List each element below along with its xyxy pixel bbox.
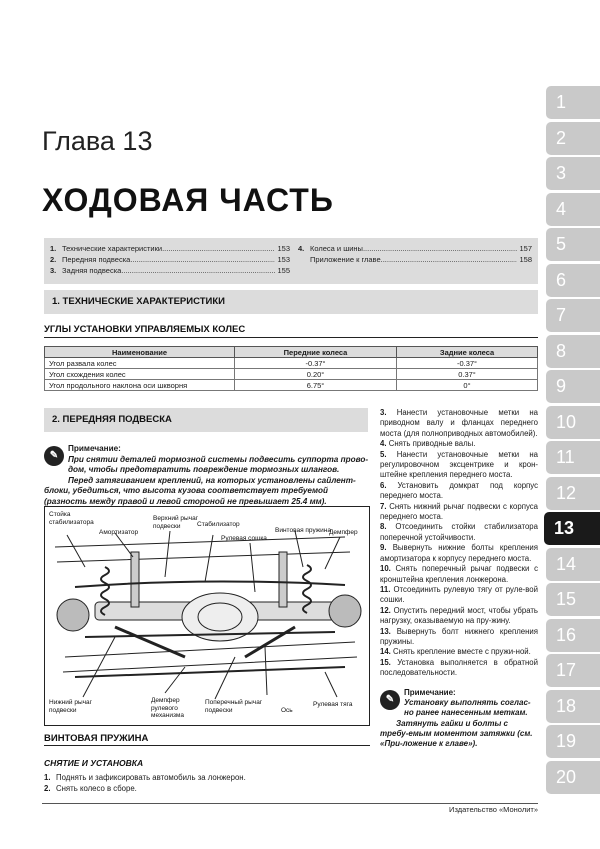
list-item: 4. Снять приводные валы. bbox=[380, 439, 476, 449]
list-item: 7. Снять нижний рычаг подвески с корпуса переднего моста. bbox=[380, 501, 538, 522]
chapter-tab-13[interactable]: 13 bbox=[544, 512, 600, 545]
list-item: 14. Снять крепление вместе с пружи-ной. bbox=[380, 647, 531, 657]
note-label: Примечание: bbox=[68, 444, 121, 453]
list-item: 10. Снять поперечный рычаг подвески с кронштейна крепления лонжерона. bbox=[380, 564, 538, 584]
note-text: Перед затягиванием креплений, на которых установлены сайлент-блоки, убедиться, что высота кузова соответствует требуемой (разность между правой и левой стороной не превышает 25.4 мм). bbox=[44, 475, 356, 506]
suspension-diagram bbox=[44, 506, 370, 726]
divider bbox=[44, 337, 538, 338]
label-lateral-arm: Поперечный рычаг подвески bbox=[205, 699, 263, 714]
table-row bbox=[45, 369, 538, 380]
section-heading-front-suspension: 2. ПЕРЕДНЯЯ ПОДВЕСКА bbox=[44, 408, 368, 432]
chapter-tab-9[interactable]: 9 bbox=[546, 370, 600, 403]
note-box bbox=[380, 688, 538, 749]
page-title: ХОДОВАЯ ЧАСТЬ bbox=[42, 182, 334, 218]
table-cell: 0° bbox=[397, 380, 538, 391]
footer-divider bbox=[42, 803, 538, 804]
chapter-tabs bbox=[544, 86, 600, 806]
toc-right bbox=[298, 243, 532, 265]
chapter-tab-16[interactable]: 16 bbox=[546, 619, 600, 652]
chapter-tab-10[interactable]: 10 bbox=[546, 406, 600, 439]
toc-item[interactable]: 1. Технические характеристики ..... 153 bbox=[50, 243, 290, 254]
list-item: 3. Нанести установочные метки на приводном валу и фланцах переднего моста (для полноприводных автомобилей). bbox=[380, 408, 538, 438]
chapter-tab-6[interactable]: 6 bbox=[546, 264, 600, 297]
label-axle: Ось bbox=[281, 707, 293, 714]
note-icon: ✎ bbox=[44, 446, 64, 466]
label-coil-spring: Винтовая пружина bbox=[275, 527, 331, 534]
toc-left bbox=[50, 243, 290, 276]
publisher-footer: Издательство «Монолит» bbox=[449, 805, 538, 814]
wheel-alignment-table bbox=[44, 346, 538, 391]
chapter-tab-11[interactable]: 11 bbox=[546, 441, 600, 474]
chapter-tab-5[interactable]: 5 bbox=[546, 228, 600, 261]
subheading-wheel-angles: УГЛЫ УСТАНОВКИ УПРАВЛЯЕМЫХ КОЛЕС bbox=[44, 324, 246, 335]
list-item: 6. Установить домкрат под корпус переднего моста. bbox=[380, 480, 538, 501]
table-cell: 0.37° bbox=[397, 369, 538, 380]
table-cell: Угол продольного наклона оси шкворня bbox=[45, 380, 235, 391]
toc-item[interactable]: 4. Колеса и шины ..... 157 bbox=[298, 243, 532, 254]
label-upper-arm: Верхний рычаг подвески bbox=[153, 515, 199, 530]
note-text: Установку выполнять соглас-но ранее нанесенным меткам. bbox=[404, 698, 531, 718]
chapter-number: Глава 13 bbox=[42, 126, 153, 156]
list-item: 13. Вывернуть болт нижнего крепления пружины. bbox=[380, 626, 538, 646]
divider bbox=[44, 745, 370, 746]
table-cell: 0.20° bbox=[235, 369, 397, 380]
list-item: 15. Установка выполняется в обратной последовательности. bbox=[380, 657, 538, 678]
list-item: 5. Нанести установочные метки на регулировочном эксцентрике и крон-штейне крепления переднего моста. bbox=[380, 449, 538, 480]
label-stabilizer-rack: Стойка стабилизатора bbox=[49, 511, 94, 526]
label-steering-damper: Демпфер рулевого механизма bbox=[151, 697, 185, 719]
column-header: Наименование bbox=[45, 347, 235, 358]
label-lower-arm: Нижний рычаг подвески bbox=[49, 699, 92, 714]
note-text: Затянуть гайки и болты с требу-емым моментом затяжки (см. «При-ложение к главе»). bbox=[380, 718, 533, 749]
section-heading-specs: 1. ТЕХНИЧЕСКИЕ ХАРАКТЕРИСТИКИ bbox=[44, 290, 538, 314]
chapter-tab-2[interactable]: 2 bbox=[546, 122, 600, 155]
note-label: Примечание: bbox=[404, 688, 456, 697]
chapter-tab-17[interactable]: 17 bbox=[546, 654, 600, 687]
chapter-tab-15[interactable]: 15 bbox=[546, 583, 600, 616]
list-item: 1. Поднять и зафиксировать автомобиль за лонжерон. bbox=[44, 773, 246, 782]
table-cell: -0.37° bbox=[397, 358, 538, 369]
table-row bbox=[45, 358, 538, 369]
label-damper: Демпфер bbox=[329, 529, 358, 536]
left-steps bbox=[44, 772, 370, 794]
label-steering-arm: Рулевая сошка bbox=[221, 535, 267, 542]
list-item: 12. Опустить передний мост, чтобы убрать нагрузку, оказываемую на пру-жину. bbox=[380, 605, 538, 626]
column-header: Задние колеса bbox=[397, 347, 538, 358]
list-item: 9. Вывернуть нижние болты крепления амортизатора к корпусу переднего моста. bbox=[380, 543, 538, 563]
note-box bbox=[44, 444, 370, 507]
toc-item[interactable]: 3. Задняя подвеска ..... 155 bbox=[50, 265, 290, 276]
label-stabilizer: Стабилизатор bbox=[197, 521, 240, 528]
subheading-coil-spring: ВИНТОВАЯ ПРУЖИНА bbox=[44, 733, 149, 744]
chapter-tab-1[interactable]: 1 bbox=[546, 86, 600, 119]
chapter-tab-3[interactable]: 3 bbox=[546, 157, 600, 190]
toc-item[interactable]: 2. Передняя подвеска ..... 153 bbox=[50, 254, 290, 265]
list-item: 11. Отсоединить рулевую тягу от руле-вой сошки. bbox=[380, 584, 538, 605]
chapter-tab-4[interactable]: 4 bbox=[546, 193, 600, 226]
suspension-drawing bbox=[45, 507, 369, 725]
list-item: 8. Отсоединить стойки стабилизатора поперечной устойчивости. bbox=[380, 522, 538, 542]
chapter-tab-7[interactable]: 7 bbox=[546, 299, 600, 332]
right-steps bbox=[380, 408, 538, 679]
chapter-tab-14[interactable]: 14 bbox=[546, 548, 600, 581]
column-header: Передние колеса bbox=[235, 347, 397, 358]
chapter-tab-20[interactable]: 20 bbox=[546, 761, 600, 794]
table-cell: -0.37° bbox=[235, 358, 397, 369]
table-row bbox=[45, 380, 538, 391]
label-tie-rod: Рулевая тяга bbox=[313, 701, 353, 708]
table-header-row bbox=[45, 347, 538, 358]
toc-item[interactable]: Приложение к главе ..... 158 bbox=[298, 254, 532, 265]
table-cell: 6.75° bbox=[235, 380, 397, 391]
table-of-contents bbox=[44, 238, 538, 284]
chapter-tab-19[interactable]: 19 bbox=[546, 725, 600, 758]
chapter-tab-18[interactable]: 18 bbox=[546, 690, 600, 723]
chapter-tab-12[interactable]: 12 bbox=[546, 477, 600, 510]
list-item: 2. Снять колесо в сборе. bbox=[44, 784, 137, 793]
table-cell: Угол развала колес bbox=[45, 358, 235, 369]
label-shock: Амортизатор bbox=[99, 529, 139, 536]
note-text: При снятии деталей тормозной системы подвесить суппорта прово-дом, чтобы предотвратить повреждение тормозных шлангов. bbox=[68, 454, 369, 474]
chapter-tab-8[interactable]: 8 bbox=[546, 335, 600, 368]
table-cell: Угол схождения колес bbox=[45, 369, 235, 380]
subheading-removal: СНЯТИЕ И УСТАНОВКА bbox=[44, 758, 144, 768]
note-icon: ✎ bbox=[380, 690, 400, 710]
